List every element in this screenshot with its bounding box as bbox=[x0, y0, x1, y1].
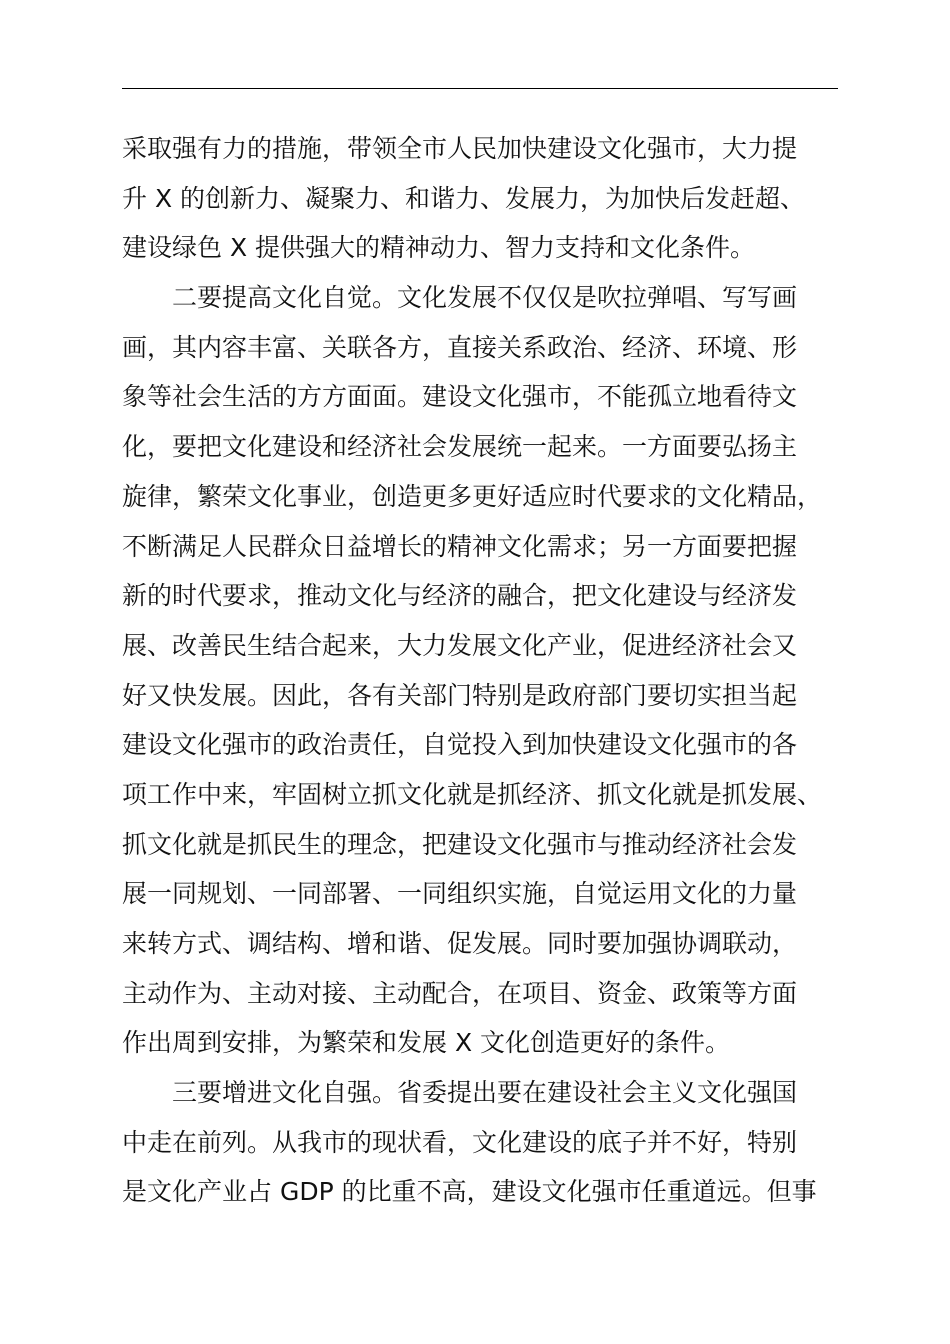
text-line: 建设文化强市的政治责任，自觉投入到加快建设文化强市的各 bbox=[122, 730, 798, 760]
text-line: 旋律，繁荣文化事业，创造更多更好适应时代要求的文化精品， bbox=[122, 481, 823, 511]
paragraph-start-line: 二要提高文化自觉。文化发展不仅仅是吹拉弹唱、写写画 bbox=[172, 283, 798, 313]
text-line: 采取强有力的措施，带领全市人民加快建设文化强市，大力提 bbox=[122, 134, 798, 163]
text-line: 建设绿色 X 提供强大的精神动力、智力支持和文化条件。 bbox=[122, 233, 756, 263]
text-line: 作出周到安排，为繁荣和发展 X 文化创造更好的条件。 bbox=[122, 1028, 731, 1058]
paragraph-start-line: 三要增进文化自强。省委提出要在建设社会主义文化强国 bbox=[172, 1078, 798, 1108]
text-line: 不断满足人民群众日益增长的精神文化需求；另一方面要把握 bbox=[122, 531, 798, 561]
text-line: 主动作为、主动对接、主动配合，在项目、资金、政策等方面 bbox=[122, 978, 798, 1008]
text-line: 中走在前列。从我市的现状看，文化建设的底子并不好，特别 bbox=[122, 1127, 798, 1157]
text-line: 项工作中来，牢固树立抓文化就是抓经济、抓文化就是抓发展、 bbox=[122, 779, 823, 809]
text-line: 展、改善民生结合起来，大力发展文化产业，促进经济社会又 bbox=[122, 630, 798, 660]
text-line: 抓文化就是抓民生的理念，把建设文化强市与推动经济社会发 bbox=[122, 829, 798, 859]
text-line: 来转方式、调结构、增和谐、促发展。同时要加强协调联动， bbox=[122, 929, 798, 958]
header-rule bbox=[122, 88, 838, 89]
text-line: 化，要把文化建设和经济社会发展统一起来。一方面要弘扬主 bbox=[122, 432, 798, 462]
text-line: 是文化产业占 GDP 的比重不高，建设文化强市任重道远。但事 bbox=[122, 1177, 817, 1207]
text-line: 象等社会生活的方方面面。建设文化强市，不能孤立地看待文 bbox=[122, 382, 798, 412]
text-line: 好又快发展。因此，各有关部门特别是政府部门要切实担当起 bbox=[122, 680, 798, 710]
text-line: 展一同规划、一同部署、一同组织实施，自觉运用文化的力量 bbox=[122, 879, 798, 909]
text-line: 升 X 的创新力、凝聚力、和谐力、发展力，为加快后发赶超、 bbox=[122, 183, 806, 213]
document-body bbox=[122, 124, 838, 1217]
text-line: 画，其内容丰富、关联各方，直接关系政治、经济、环境、形 bbox=[122, 332, 798, 362]
text-line: 新的时代要求，推动文化与经济的融合，把文化建设与经济发 bbox=[122, 581, 798, 611]
